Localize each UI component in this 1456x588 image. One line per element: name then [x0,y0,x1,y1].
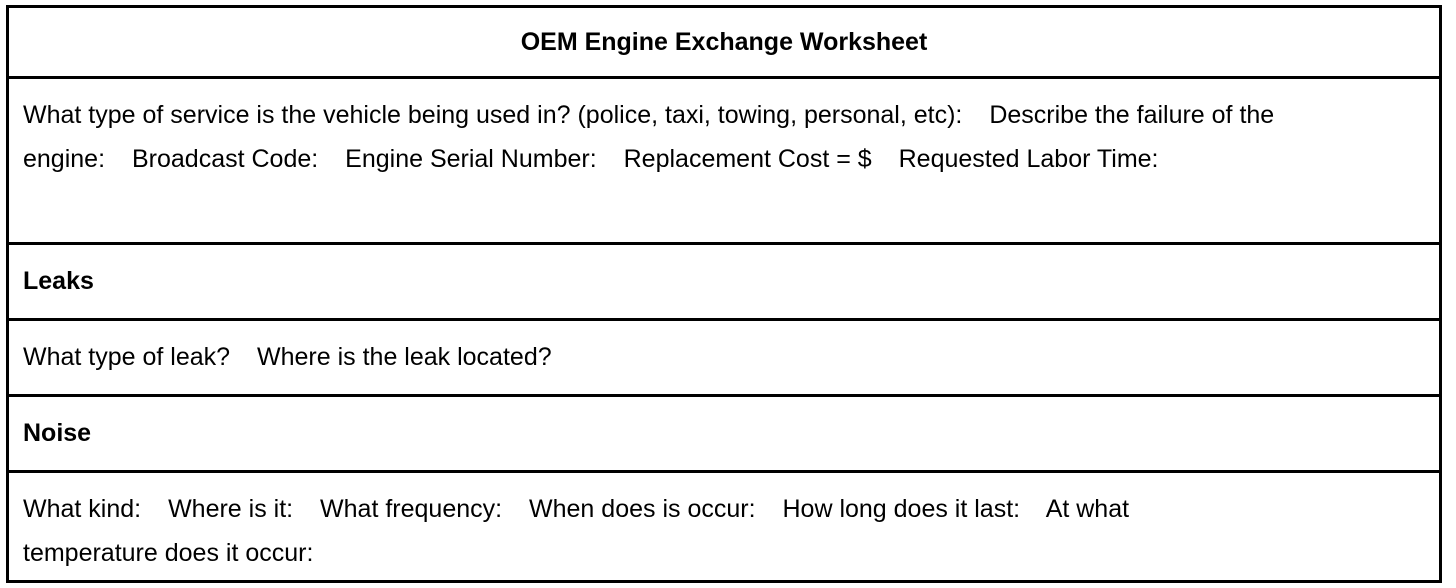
noise-duration-question: How long does it last: [782,495,1021,523]
noise-heading-row [9,397,1439,473]
leaks-questions-row [9,321,1439,397]
service-type-question: What type of service is the vehicle being used in? (police, taxi, towing, personal, etc): [23,101,963,129]
noise-questions-row [9,473,1439,583]
engine-serial-question: Engine Serial Number: [345,145,597,173]
failure-description-question: Describe the failure of the engine: [23,101,1275,173]
noise-location-question: Where is it: [168,495,294,523]
general-questions-row [9,79,1439,245]
leaks-heading: Leaks [23,267,94,295]
noise-frequency-question: What frequency: [320,495,503,523]
noise-heading: Noise [23,419,92,447]
replacement-cost-question: Replacement Cost = $ [623,145,872,173]
labor-time-question: Requested Labor Time: [898,145,1159,173]
worksheet-title: OEM Engine Exchange Worksheet [520,28,928,56]
leak-location-question: Where is the leak located? [257,343,552,371]
noise-occurrence-question: When does is occur: [529,495,756,523]
leaks-heading-row [9,245,1439,321]
noise-kind-question: What kind: [23,495,142,523]
noise-temperature-question: At what temperature does it occur: [23,495,1130,567]
broadcast-code-question: Broadcast Code: [131,145,319,173]
worksheet-table [6,5,1442,583]
leak-type-question: What type of leak? [23,343,231,371]
worksheet-title-row [9,8,1439,79]
